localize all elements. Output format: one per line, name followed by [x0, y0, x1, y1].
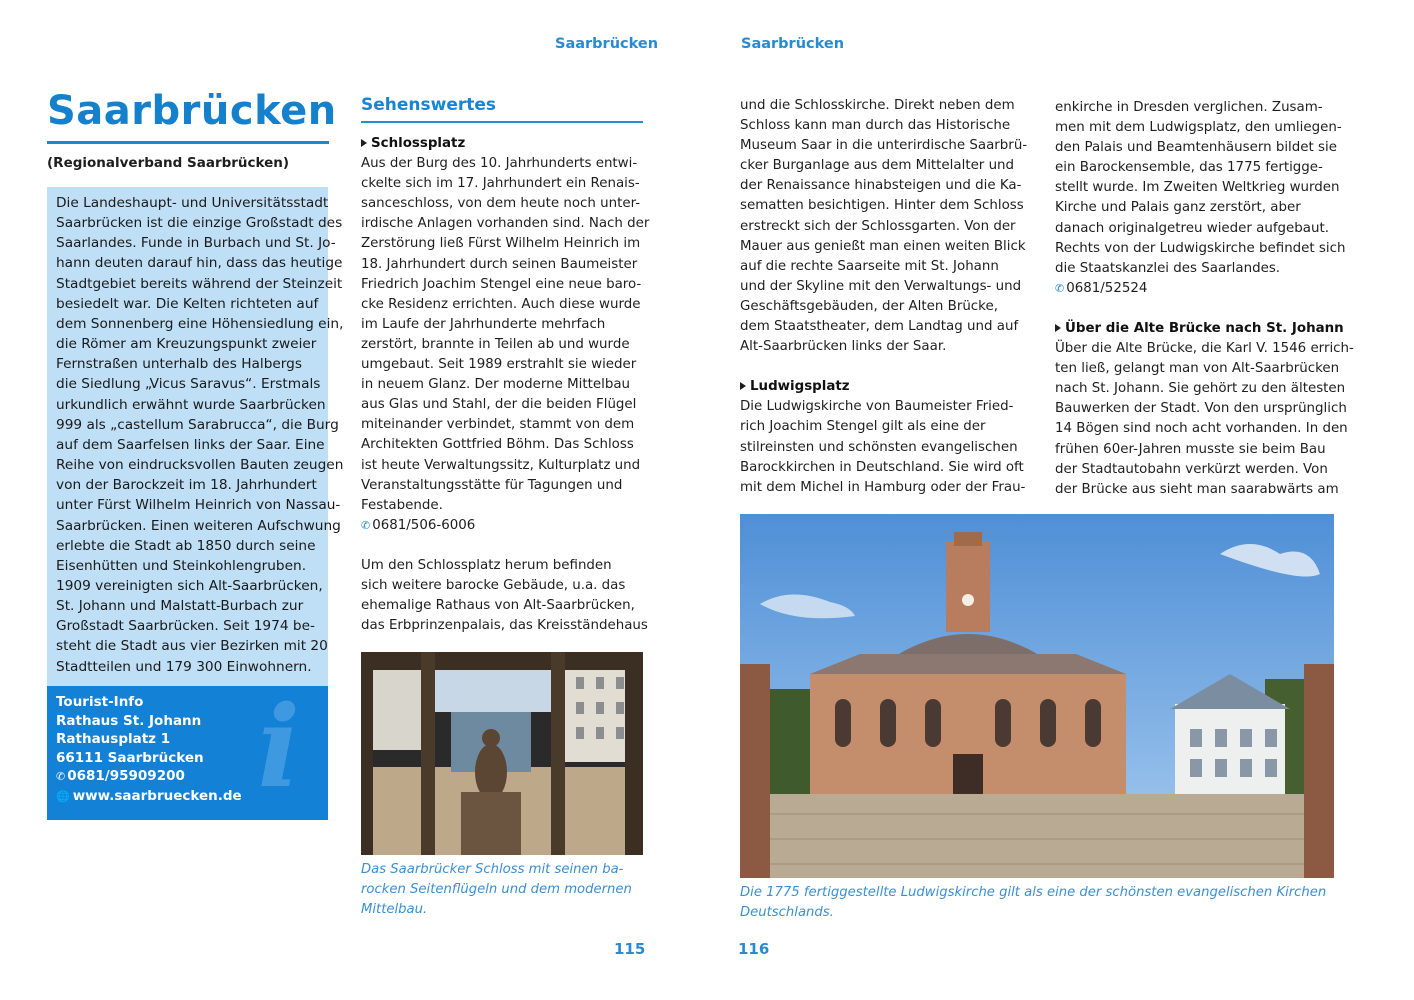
- text-line: das Erbprinzenpalais, das Kreisständehaus: [361, 618, 648, 634]
- text-line: nach St. Johann. Sie gehört zu den ältesten: [1055, 381, 1346, 397]
- text-line: dem Staatstheater, dem Landtag und auf: [740, 319, 1019, 335]
- text-line: Mittelbau.: [361, 902, 428, 918]
- text-line: Die Landeshaupt- und Universitätsstadt: [56, 195, 329, 211]
- text-line: Veranstaltungsstätte für Tagungen und: [361, 477, 623, 493]
- text-line: ist heute Verwaltungssitz, Kulturplatz und: [361, 457, 641, 473]
- text-line: ten ließ, gelangt man von Alt-Saarbrücken: [1055, 361, 1340, 377]
- schloss-photo-illustration: [361, 652, 643, 855]
- text-line: cker Burganlage aus dem Mittelalter und: [740, 158, 1015, 174]
- globe-icon: 🌐: [56, 789, 70, 803]
- ludwigsplatz-phone[interactable]: ✆ 0681/52524: [1055, 279, 1355, 299]
- text-line: Stadtteilen und 179 300 Einwohnern.: [56, 658, 312, 675]
- schlossplatz-text: [361, 154, 651, 516]
- bullet-triangle-icon: [740, 382, 746, 390]
- text-line: cke Residenz errichten. Auch diese wurde: [361, 296, 641, 312]
- text-line: Rechts von der Ludwigskirche befindet sich: [1055, 240, 1346, 256]
- text-line: 14 Bögen sind noch acht vorhanden. In den: [1055, 421, 1348, 437]
- text-line: auf die rechte Saarseite mit St. Johann: [740, 258, 999, 274]
- text-line: Barockkirchen in Deutschland. Sie wird oft: [740, 459, 1024, 475]
- schlossplatz-phone[interactable]: ✆ 0681/506-6006: [361, 516, 651, 536]
- right-column-1: [740, 96, 1040, 498]
- tourist-info-line: Rathaus St. Johann: [56, 712, 202, 729]
- text-line: St. Johann und Malstatt-Burbach zur: [56, 598, 304, 615]
- text-line: Reihe von eindrucksvollen Bauten zeugen: [56, 457, 344, 474]
- text-line: steht die Stadt aus vier Bezirken mit 20: [56, 638, 328, 655]
- schlossplatz-continued-text: [740, 96, 1040, 357]
- schloss-photo: [361, 652, 643, 855]
- text-line: Um den Schlossplatz herum befinden: [361, 557, 612, 573]
- text-line: Saarbrücken ist die einzige Großstadt des: [56, 215, 343, 232]
- text-line: sanceschloss, von dem heute noch unter-: [361, 196, 641, 212]
- text-line: und die Schlosskirche. Direkt neben dem: [740, 98, 1015, 113]
- text-line: umgebaut. Seit 1989 erstrahlt sie wieder: [361, 357, 637, 373]
- text-line: der Brücke aus sieht man saarabwärts am: [1055, 481, 1339, 497]
- text-line: zerstört, brannte in Teilen ab und wurde: [361, 336, 630, 352]
- subheading-alte-bruecke: Über die Alte Brücke nach St. Johann: [1055, 319, 1355, 339]
- phone-icon: ✆: [56, 770, 66, 784]
- text-line: 18. Jahrhundert durch seinen Baumeister: [361, 256, 638, 272]
- text-line: Saarlandes. Funde in Burbach und St. Jo-: [56, 235, 336, 252]
- right-column-2: [1055, 98, 1355, 500]
- text-line: die Römer am Kreuzungspunkt zweier: [56, 336, 317, 353]
- tourist-info-box: [47, 686, 328, 820]
- text-line: frühen 60er-Jahren musste sie beim Bau: [1055, 441, 1326, 457]
- text-line: danach originalgetreu wieder aufgebaut.: [1055, 220, 1329, 236]
- bullet-triangle-icon: [1055, 324, 1061, 332]
- text-line: Museum Saar in die unterirdische Saarbrü-: [740, 138, 1028, 154]
- text-line: Saarbrücken. Einen weiteren Aufschwung: [56, 517, 341, 534]
- section-divider: [361, 121, 643, 123]
- text-line: die Staatskanzlei des Saarlandes.: [1055, 260, 1281, 276]
- tourist-info-website-link[interactable]: 🌐 www.saarbruecken.de: [56, 787, 242, 804]
- section-title: Sehenswertes: [361, 95, 497, 115]
- text-line: Zerstörung ließ Fürst Wilhelm Heinrich im: [361, 236, 641, 252]
- schloss-photo-caption: [361, 860, 646, 921]
- text-line: ckelte sich im 17. Jahrhundert ein Renais-: [361, 176, 640, 192]
- text-line: Schloss kann man durch das Historische: [740, 118, 1011, 134]
- text-line: urkundlich erwähnt wurde Saarbrücken: [56, 396, 326, 413]
- text-line: dem Sonnenberg eine Höhensiedlung ein,: [56, 315, 344, 332]
- text-line: der Renaissance hinabsteigen und die Ka-: [740, 178, 1022, 194]
- text-line: Eisenhütten und Steinkohlengruben.: [56, 557, 307, 574]
- tourist-info-phone[interactable]: ✆ 0681/95909200: [56, 768, 185, 785]
- text-line: Bauwerken der Stadt. Von den ursprünglich: [1055, 401, 1347, 417]
- text-line: ein Barockensemble, das 1775 fertigge-: [1055, 160, 1323, 176]
- text-line: Friedrich Joachim Stengel eine neue baro-: [361, 276, 642, 292]
- text-line: Die Ludwigskirche von Baumeister Fried-: [740, 399, 1014, 415]
- text-line: in neuem Glanz. Der moderne Mittelbau: [361, 377, 631, 393]
- text-line: von der Barockzeit im 18. Jahrhundert: [56, 477, 317, 494]
- ludwigsplatz-text: [740, 397, 1040, 497]
- schlossplatz-extra-text: [361, 556, 651, 636]
- text-line: der Stadtautobahn verkürzt werden. Von: [1055, 461, 1328, 477]
- text-line: und der Skyline mit den Verwaltungs- und: [740, 278, 1022, 294]
- page-subtitle: (Regionalverband Saarbrücken): [47, 155, 290, 171]
- text-line: Alt-Saarbrücken links der Saar.: [740, 339, 947, 355]
- text-line: Über die Alte Brücke, die Karl V. 1546 errich-: [1055, 341, 1354, 357]
- running-head-right: Saarbrücken: [741, 36, 845, 52]
- phone-icon: ✆: [1055, 281, 1065, 295]
- page-number-left: 115: [614, 940, 646, 958]
- text-line: miteinander verbindet, stammt von dem: [361, 417, 635, 433]
- tourist-info-line: Rathausplatz 1: [56, 731, 171, 748]
- text-line: irdische Anlagen vorhanden sind. Nach der: [361, 216, 650, 232]
- text-line: auf dem Saarfelsen links der Saar. Eine: [56, 436, 325, 453]
- ludwigskirche-photo: [740, 514, 1334, 878]
- text-line: Das Saarbrücker Schloss mit seinen ba-: [361, 862, 624, 877]
- intro-box: [47, 187, 344, 686]
- alte-bruecke-text: [1055, 339, 1355, 500]
- text-line: im Laufe der Jahrhunderte mehrfach: [361, 316, 606, 332]
- text-line: erlebte die Stadt ab 1850 durch seine: [56, 537, 316, 554]
- text-line: Kirche und Palais ganz zerstört, aber: [1055, 200, 1301, 216]
- text-line: 999 als „castellum Sarabrucca“, die Burg: [56, 416, 339, 433]
- running-head-left: Saarbrücken: [555, 36, 659, 52]
- text-line: aus Glas und Stahl, der die beiden Flügel: [361, 397, 637, 413]
- text-line: mit dem Michel in Hamburg oder der Frau-: [740, 479, 1026, 495]
- text-line: Mauer aus genießt man einen weiten Blick: [740, 238, 1026, 254]
- text-line: Die 1775 fertiggestellte Ludwigskirche gilt als eine der schönsten evangelischen Kirchen: [740, 885, 1327, 900]
- text-line: 1909 vereinigten sich Alt-Saarbrücken,: [56, 577, 323, 594]
- text-line: Großstadt Saarbrücken. Seit 1974 be-: [56, 618, 315, 635]
- text-line: Deutschlands.: [740, 905, 834, 921]
- text-line: rocken Seitenflügeln und dem modernen: [361, 882, 632, 898]
- text-line: stellt wurde. Im Zweiten Weltkrieg wurden: [1055, 180, 1340, 196]
- ludwigsplatz-continued-text: [1055, 98, 1355, 279]
- info-icon: i: [257, 686, 300, 813]
- text-line: die Siedlung „Vicus Saravus“. Erstmals: [56, 376, 321, 393]
- page-number-right: 116: [738, 940, 770, 958]
- text-line: rich Joachim Stengel gilt als eine der: [740, 419, 986, 435]
- text-line: Festabende.: [361, 497, 443, 513]
- text-line: stilreinsten und schönsten evangelischen: [740, 439, 1018, 455]
- schlossplatz-column: [361, 134, 651, 636]
- ludwigskirche-photo-illustration: [740, 514, 1334, 878]
- subheading-schlossplatz: Schlossplatz: [361, 134, 651, 154]
- text-line: besiedelt war. Die Kelten richteten auf: [56, 295, 319, 312]
- page-title: Saarbrücken: [47, 88, 337, 134]
- ludwigskirche-photo-caption: [740, 883, 1340, 923]
- text-line: erstreckt sich der Schlossgarten. Von der: [740, 218, 1016, 234]
- text-line: Geschäftsgebäuden, der Alten Brücke,: [740, 298, 998, 314]
- bullet-triangle-icon: [361, 139, 367, 147]
- subheading-ludwigsplatz: Ludwigsplatz: [740, 377, 1040, 397]
- text-line: hann deuten darauf hin, dass das heutige: [56, 255, 343, 272]
- text-line: den Palais und Beamtenhäusern bildet sie: [1055, 140, 1337, 156]
- text-line: Fernstraßen unterhalb des Halbergs: [56, 356, 303, 373]
- title-divider: [47, 141, 329, 144]
- phone-icon: ✆: [361, 518, 371, 532]
- text-line: unter Fürst Wilhelm Heinrich von Nassau-: [56, 497, 341, 514]
- tourist-info-heading: Tourist-Info: [56, 694, 144, 710]
- text-line: sematten besichtigen. Hinter dem Schloss: [740, 198, 1024, 214]
- text-line: ehemalige Rathaus von Alt-Saarbrücken,: [361, 598, 635, 614]
- text-line: enkirche in Dresden verglichen. Zusam-: [1055, 100, 1323, 115]
- text-line: men mit dem Ludwigsplatz, den umliegen-: [1055, 120, 1342, 136]
- text-line: Architekten Gottfried Böhm. Das Schloss: [361, 437, 634, 453]
- tourist-info-line: 66111 Saarbrücken: [56, 749, 204, 766]
- text-line: Stadtgebiet bereits während der Steinzeit: [56, 275, 343, 292]
- text-line: sich weitere barocke Gebäude, u.a. das: [361, 577, 626, 593]
- text-line: Aus der Burg des 10. Jahrhunderts entwi-: [361, 156, 638, 172]
